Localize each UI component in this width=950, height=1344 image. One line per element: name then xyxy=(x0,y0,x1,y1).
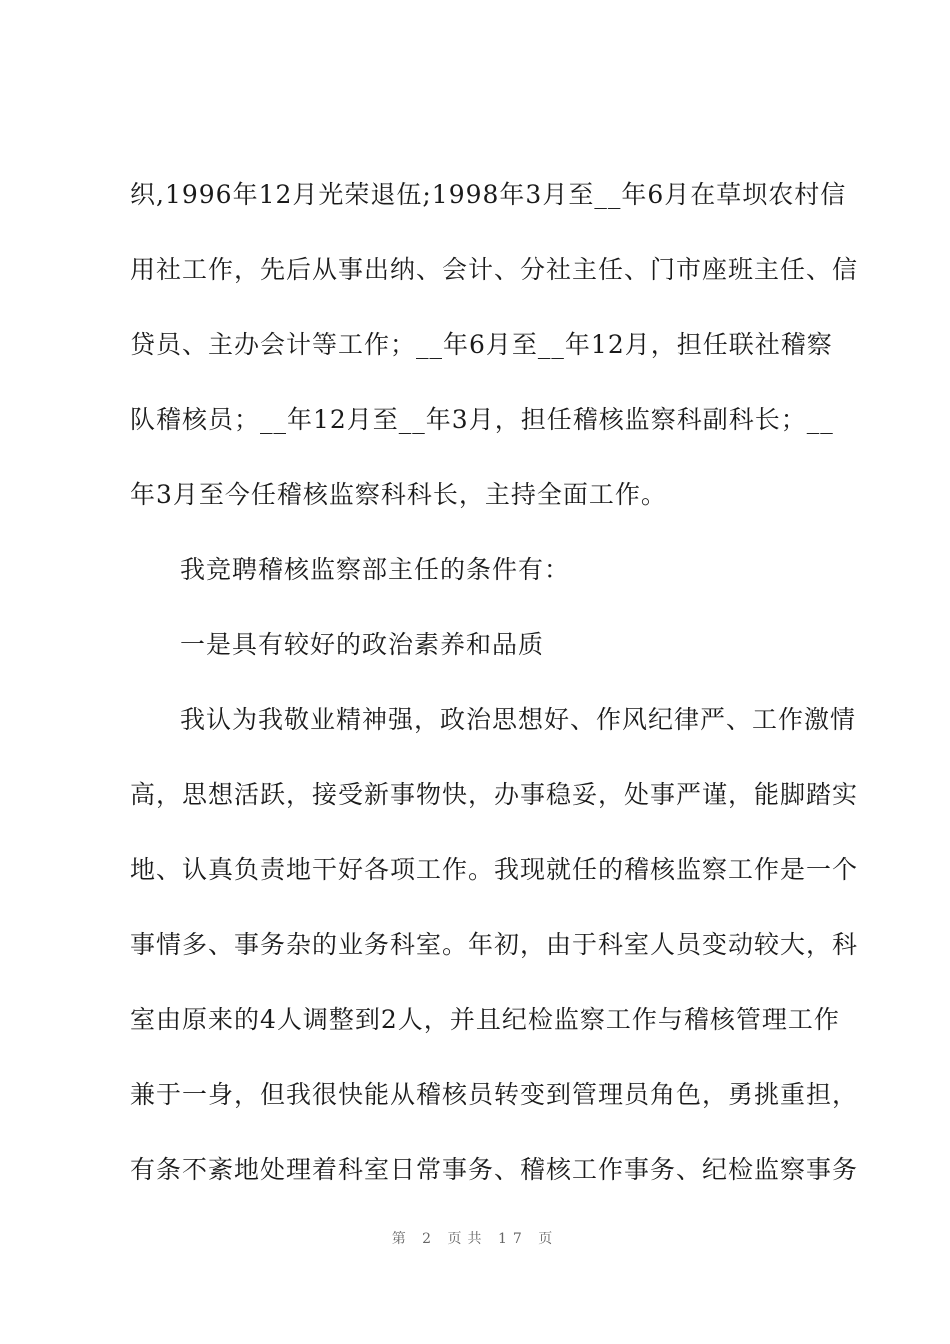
text-line: 用社工作，先后从事出纳、会计、分社主任、门市座班主任、信 xyxy=(130,255,859,284)
text-line: 贷员、主办会计等工作；__年6月至__年12月，担任联社稽察 xyxy=(130,330,833,359)
text-line: 室由原来的4人调整到2人，并且纪检监察工作与稽核管理工作 xyxy=(130,1005,840,1034)
text-line: 地、认真负责地干好各项工作。我现就任的稽核监察工作是一个 xyxy=(130,855,859,884)
text-line: 年3月至今任稽核监察科科长，主持全面工作。 xyxy=(130,480,667,509)
text-line: 队稽核员；__年12月至__年3月，担任稽核监察科副科长；__ xyxy=(130,405,834,434)
section-heading: 一是具有较好的政治素养和品质 xyxy=(180,630,545,659)
text-line: 有条不紊地处理着科室日常事务、稽核工作事务、纪检监察事务 xyxy=(130,1155,859,1184)
text-line: 兼于一身，但我很快能从稽核员转变到管理员角色，勇挑重担， xyxy=(130,1080,859,1109)
text-line: 我认为我敬业精神强，政治思想好、作风纪律严、工作激情 xyxy=(180,705,857,734)
text-line: 事情多、事务杂的业务科室。年初，由于科室人员变动较大，科 xyxy=(130,930,859,959)
text-line: 织,1996年12月光荣退伍;1998年3月至__年6月在草坝农村信 xyxy=(130,180,847,209)
text-line: 高，思想活跃，接受新事物快，办事稳妥，处事严谨，能脚踏实 xyxy=(130,780,859,809)
page-footer: 第 2 页共 17 页 xyxy=(391,1231,559,1247)
text-line: 我竞聘稽核监察部主任的条件有： xyxy=(180,555,571,584)
